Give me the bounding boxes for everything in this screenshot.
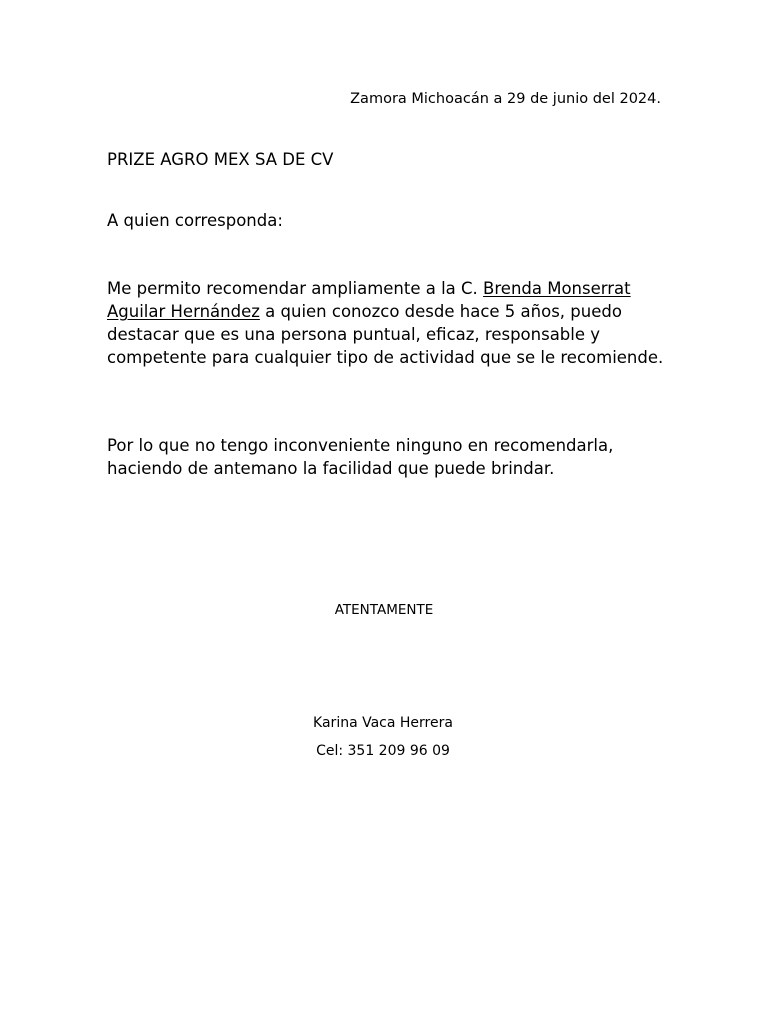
salutation: A quien corresponda: xyxy=(107,211,283,230)
closing-word: ATENTAMENTE xyxy=(334,602,434,618)
company-name: PRIZE AGRO MEX SA DE CV xyxy=(107,150,334,169)
closing-paragraph: Por lo que no tengo inconveniente ninguno en recomendarla, haciendo de antemano la facilidad que puede brindar. xyxy=(107,436,614,478)
paragraph-intro: Me permito recomendar ampliamente a la C. xyxy=(107,279,484,298)
recommendation-paragraph xyxy=(107,277,667,369)
recommended-person-name: Brenda Monserrat Aguilar Hernández xyxy=(107,279,631,321)
paragraph-rest: a quien conozco desde hace 5 años, puedo destacar que es una persona puntual, eficaz, responsable y competente para cualquier tipo de actividad que se le recomiende. xyxy=(107,302,664,367)
signer-name: Karina Vaca Herrera xyxy=(313,715,453,731)
date-line: Zamora Michoacán a 29 de junio del 2024. xyxy=(350,91,661,107)
signer-phone: Cel: 351 209 96 09 xyxy=(316,743,450,759)
